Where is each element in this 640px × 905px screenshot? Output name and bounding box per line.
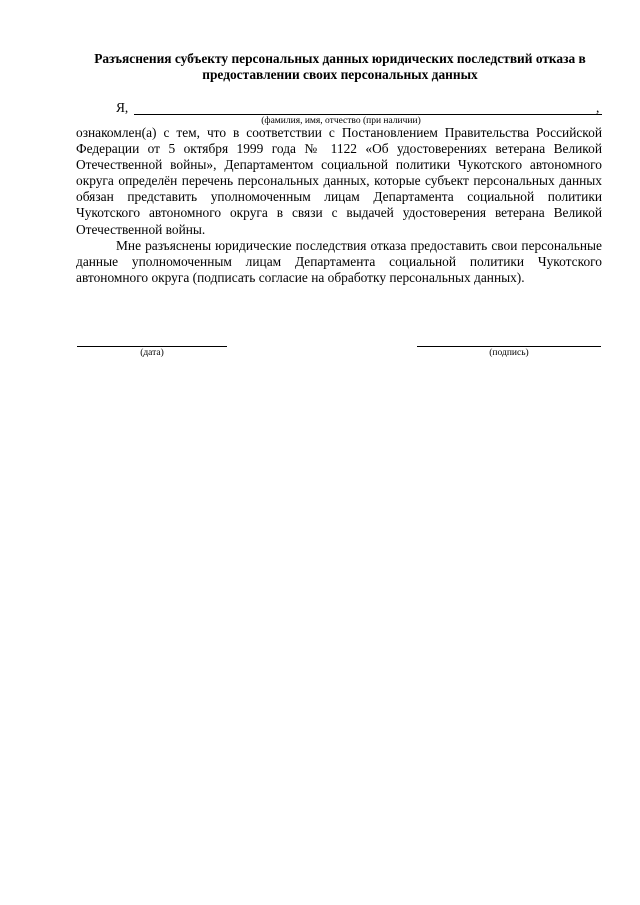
fio-suffix: , <box>596 100 600 115</box>
date-blank-line <box>77 346 227 347</box>
date-caption: (дата) <box>140 348 164 358</box>
paragraph-consequences: Мне разъяснены юридические последствия отказа предоставить свои персональные данные уполномоченным лицам Департамента социальной политики Чукотского автономного округа (подписать согласие на обработку персональных данных). <box>76 237 602 285</box>
fio-row <box>76 100 606 116</box>
signature-blank-line <box>417 346 601 347</box>
fio-blank-line <box>134 114 602 115</box>
document-title: Разъяснения субъекту персональных данных юридических последствий отказа в предоставлении своих персональных данных <box>94 51 586 82</box>
paragraph-acknowledgement: ознакомлен(а) с тем, что в соответствии с Постановлением Правительства Российской Федерации от 5 октября 1999 года № 1122 «Об удостоверениях ветерана Великой Отечественной войны», Департаментом социальной политики Чукотского автономного округа определён перечень персональных данных, которые субъект персональных данных обязан представить уполномоченным лицам Департамента социальной политики Чукотского автономного округа в связи с выдачей удостоверения ветерана Великой Отечественной войны. <box>76 125 602 237</box>
date-field <box>77 346 227 366</box>
fio-caption: (фамилия, имя, отчество (при наличии) <box>261 116 421 126</box>
signature-caption: (подпись) <box>489 348 529 358</box>
signature-field <box>417 346 601 366</box>
document-body <box>76 125 602 286</box>
fio-prefix: Я, <box>116 100 129 115</box>
